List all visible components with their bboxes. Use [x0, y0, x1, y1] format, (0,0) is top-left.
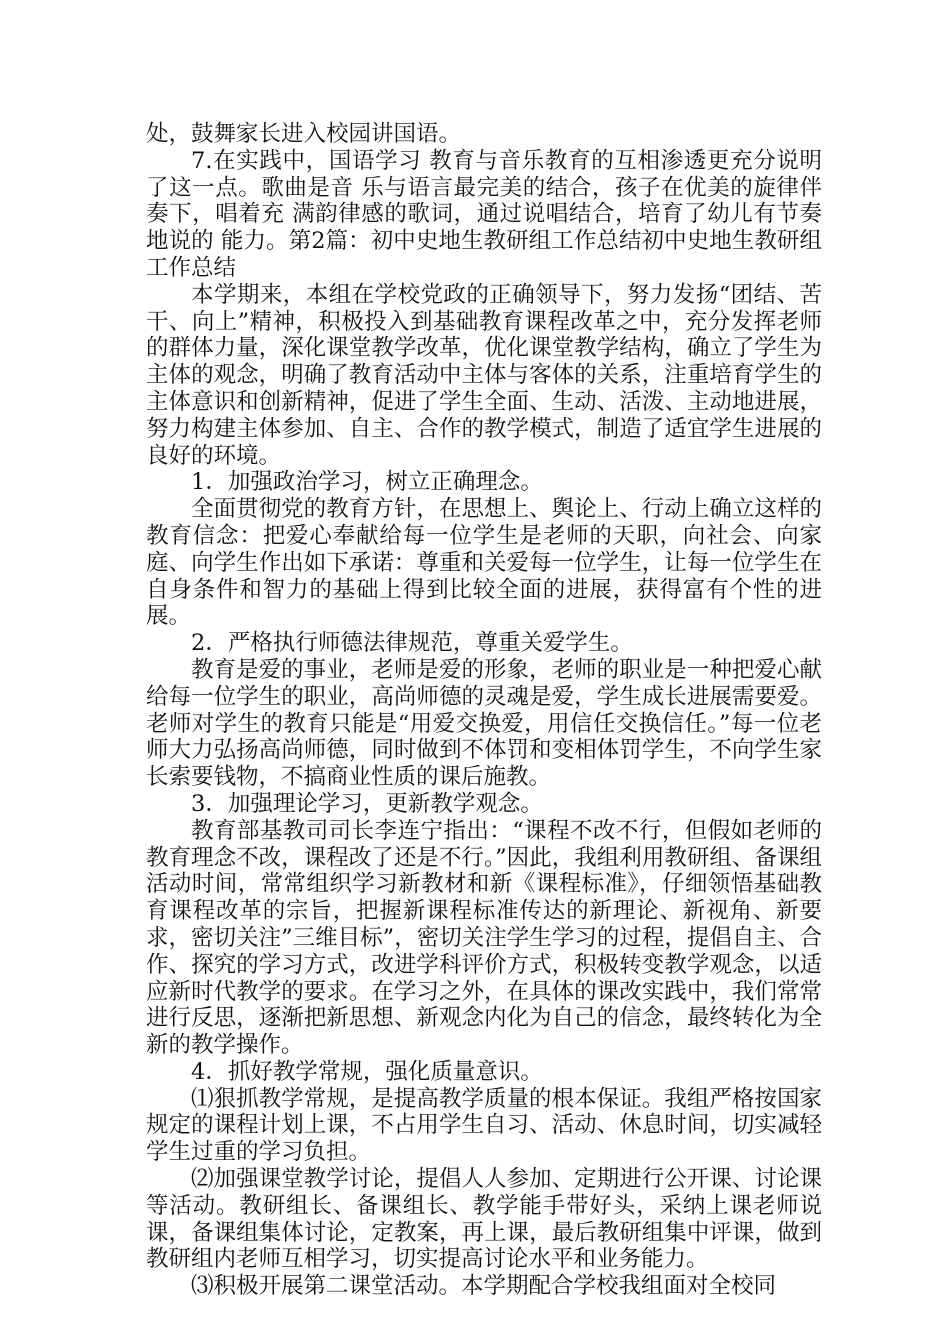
document-body — [146, 121, 822, 1300]
section-heading-3: 3．加强理论学习，更新教学观念。 — [191, 790, 543, 817]
paragraph-1: 处，鼓舞家长进入校园讲国语。 — [146, 121, 462, 147]
paragraph-4: 全面贯彻党的教育方针，在思想上、舆论上、行动上确立这样的教育信念：把爱心奉献给每一位学生是老师的天职，向社会、向家庭、向学生作出如下承诺：尊重和关爱每一位学生，让每一位学生在自身条件和智力的基础上得到比较全面的进展，获得富有个性的进展。 — [146, 496, 822, 630]
section-heading-2: 2．严格执行师德法律规范，尊重关爱学生。 — [191, 630, 633, 657]
paragraph-2: 7.在实践中，国语学习 教育与音乐教育的互相渗透更充分说明了这一点。歌曲是音 乐与语言最完美的结合，孩子在优美的旋律伴奏下，唱着充 满韵律感的歌词，通过说唱结合，培育了幼儿有节奏地说的 能力。第2篇：初中史地生教研组工作总结初中史地生教研组工作总结 — [146, 147, 822, 281]
list-item-3: ⑶积极开展第二课堂活动。本学期配合学校我组面对全校同 — [191, 1273, 777, 1300]
section-heading-4: 4．抓好教学常规，强化质量意识。 — [191, 1058, 543, 1085]
section-heading-1: 1．加强政治学习，树立正确理念。 — [191, 469, 543, 496]
paragraph-3: 本学期来，本组在学校党政的正确领导下，努力发扬“团结、苦干、向上”精神，积极投入到基础教育课程改革之中，充分发挥老师的群体力量，深化课堂教学改革，优化课堂教学结构，确立了学生为主体的观念，明确了教育活动中主体与客体的关系，注重培育学生的主体意识和创新精神，促进了学生全面、生动、活泼、主动地进展，努力构建主体参加、自主、合作的教学模式，制造了适宜学生进展的良好的环境。 — [146, 281, 822, 469]
paragraph-6: 教育部基教司司长李连宁指出：“课程不改不行，但假如老师的教育理念不改，课程改了还是不行。”因此，我组利用教研组、备课组活动时间，常常组织学习新教材和新《课程标准》，仔细领悟基础教育课程改革的宗旨，把握新课程标准传达的新理论、新视角、新要求，密切关注”三维目标”，密切关注学生学习的过程，提倡自主、合作、探究的学习方式，改进学科评价方式，积极转变教学观念，以适应新时代教学的要求。在学习之外，在具体的课改实践中，我们常常进行反思，逐渐把新思想、新观念内化为自己的信念，最终转化为全新的教学操作。 — [146, 817, 822, 1059]
paragraph-5: 教育是爱的事业，老师是爱的形象，老师的职业是一种把爱心献给每一位学生的职业，高尚师德的灵魂是爱，学生成长进展需要爱。老师对学生的教育只能是“用爱交换爱，用信任交换信任。”每一位老师大力弘扬高尚师德，同时做到不体罚和变相体罚学生，不向学生家长索要钱物，不搞商业性质的课后施教。 — [146, 656, 822, 791]
list-item-1: ⑴狠抓教学常规，是提高教学质量的根本保证。我组严格按国家规定的课程计划上课，不占用学生自习、活动、休息时间，切实减轻学生过重的学习负担。 — [146, 1085, 822, 1166]
list-item-2: ⑵加强课堂教学讨论，提倡人人参加、定期进行公开课、讨论课等活动。教研组长、备课组长、教学能手带好头，采纳上课老师说课，备课组集体讨论，定教案，再上课，最后教研组集中评课，做到教研组内老师互相学习，切实提高讨论水平和业务能力。 — [146, 1166, 822, 1273]
